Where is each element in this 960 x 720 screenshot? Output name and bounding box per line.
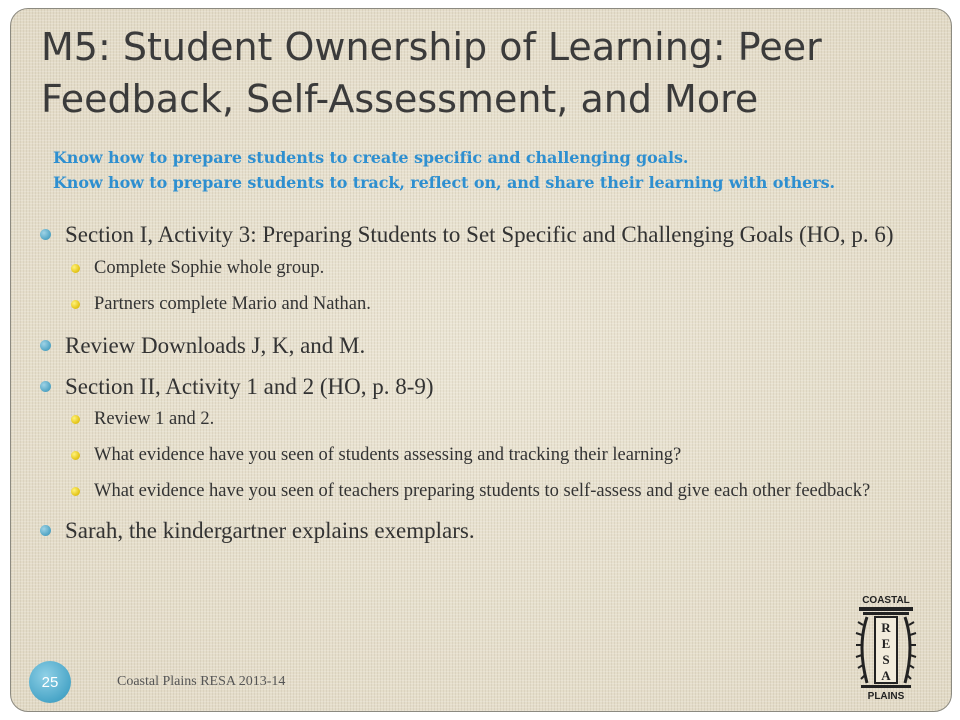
logo-letter: R (881, 620, 891, 635)
sub-bullet-item (39, 255, 909, 282)
objective-line: Know how to prepare students to create specific and challenging goals. (53, 148, 689, 167)
learning-objectives (53, 145, 952, 195)
sub-bullet-text: Complete Sophie whole group. (94, 258, 325, 278)
sub-bullet-text: What evidence have you seen of teachers preparing students to self-assess and give each other feedback? (94, 481, 871, 501)
bullet-item (39, 513, 909, 548)
logo-letter: S (882, 652, 890, 667)
sub-bullet-dot-icon (71, 415, 80, 424)
footer-text: Coastal Plains RESA 2013-14 (117, 674, 286, 689)
bullet-dot-icon (40, 525, 51, 536)
logo-bottom-text: PLAINS (867, 691, 905, 701)
sub-bullet-dot-icon (71, 451, 80, 460)
sub-bullet-item (39, 478, 909, 505)
logo-letter: A (881, 668, 891, 683)
sub-bullet-item (39, 406, 909, 433)
sub-bullet-dot-icon (71, 264, 80, 273)
bullet-text: Section I, Activity 3: Preparing Students to Set Specific and Challenging Goals (HO, p. 6) (65, 222, 894, 247)
sub-bullet-dot-icon (71, 300, 80, 309)
logo-top-text: COASTAL (862, 595, 910, 606)
page-number-badge: 25 (29, 661, 71, 703)
bullet-dot-icon (40, 381, 51, 392)
bullet-item (39, 217, 909, 252)
objective-line: Know how to prepare students to track, reflect on, and share their learning with others. (53, 173, 835, 192)
sub-bullet-text: Review 1 and 2. (94, 409, 215, 429)
slide-title: M5: Student Ownership of Learning: Peer Feedback, Self-Assessment, and More (41, 25, 822, 121)
coastal-plains-resa-logo-icon (851, 591, 921, 701)
sub-bullet-dot-icon (71, 487, 80, 496)
bullet-dot-icon (40, 340, 51, 351)
slide (10, 8, 952, 712)
bullet-text: Section II, Activity 1 and 2 (HO, p. 8-9) (65, 374, 434, 399)
sub-bullet-item (39, 291, 909, 318)
bullet-item (39, 369, 909, 404)
bullet-item (39, 328, 909, 363)
sub-bullet-text: What evidence have you seen of students assessing and tracking their learning? (94, 445, 682, 465)
sub-bullet-item (39, 442, 909, 469)
sub-bullet-text: Partners complete Mario and Nathan. (94, 294, 371, 314)
bullet-dot-icon (40, 229, 51, 240)
bullet-text: Sarah, the kindergartner explains exemplars. (65, 518, 475, 543)
logo-letter: E (881, 636, 891, 651)
bullet-list (39, 217, 909, 548)
bullet-text: Review Downloads J, K, and M. (65, 333, 366, 358)
